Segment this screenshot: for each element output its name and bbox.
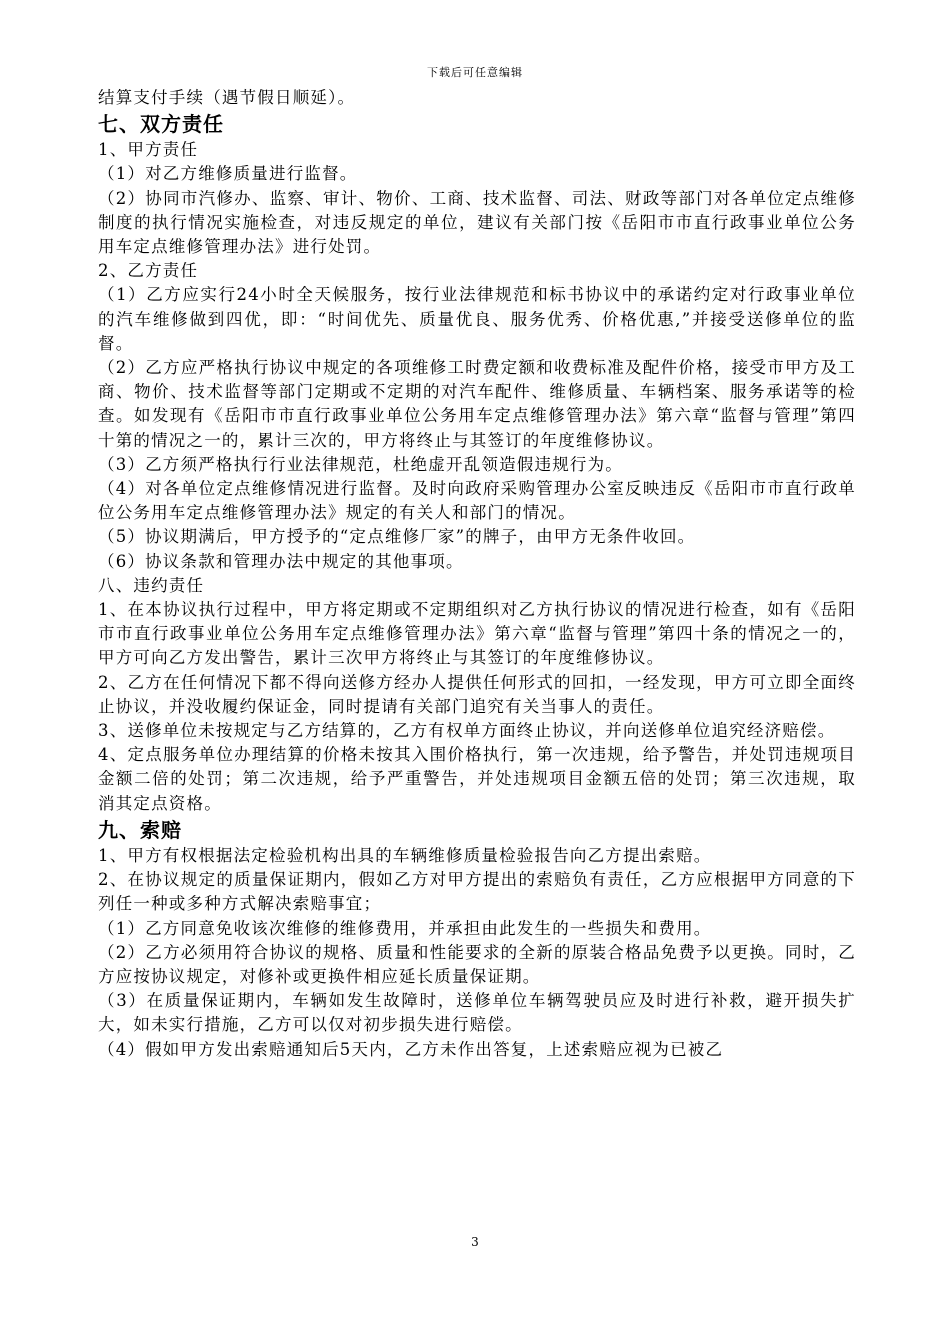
section-heading-8: 八、违约责任	[98, 575, 205, 595]
subheading-party-a: 1、甲方责任	[98, 140, 199, 160]
paragraph: （2）乙方应严格执行协议中规定的各项维修工时费定额和收费标准及配件价格，接受市甲方及工商、物价、技术监督等部门定期或不定期的对汽车配件、维修质量、车辆档案、服务承诺等的检查。如发现有《岳阳市市直行政事业单位公务用车定点维修管理办法》第六章“监督与管理”第四十第的情况之一的，累计三次的，甲方将终止与其签订的年度维修协议。	[98, 358, 856, 450]
paragraph: （6）协议条款和管理办法中规定的其他事项。	[98, 551, 464, 571]
paragraph: 2、乙方在任何情况下都不得向送修方经办人提供任何形式的回扣，一经发现，甲方可立即全面终止协议，并没收履约保证金，同时提请有关部门追究有关当事人的责任。	[98, 672, 856, 716]
paragraph: （3）在质量保证期内，车辆如发生故障时，送修单位车辆驾驶员应及时进行补救，避开损失扩大，如未实行措施，乙方可以仅对初步损失进行赔偿。	[98, 991, 856, 1035]
page-number: 3	[471, 1235, 479, 1249]
paragraph: 3、送修单位未按规定与乙方结算的，乙方有权单方面终止协议，并向送修单位追究经济赔偿。	[98, 721, 836, 741]
paragraph: （1）乙方应实行24小时全天候服务，按行业法律规范和标书协议中的承诺约定对行政事业单位的汽车维修做到四优，即：“时间优先、质量优良、服务优秀、价格优惠,”并接受送修单位的监督。	[98, 285, 856, 353]
paragraph: （2）乙方必须用符合协议的规格、质量和性能要求的全新的原装合格品免费予以更换。同时，乙方应按协议规定，对修补或更换件相应延长质量保证期。	[98, 942, 856, 986]
paragraph: （2）协同市汽修办、监察、审计、物价、工商、技术监督、司法、财政等部门对各单位定点维修制度的执行情况实施检查，对违反规定的单位，建议有关部门按《岳阳市市直行政事业单位公务用车定点维修管理办法》进行处罚。	[98, 188, 856, 257]
paragraph: 结算支付手续（遇节假日顺延）。	[98, 88, 356, 107]
paragraph: 4、定点服务单位办理结算的价格未按其入围价格执行，第一次违规，给予警告，并处罚违规项目金额二倍的处罚；第二次违规，给予严重警告，并处违规项目金额五倍的处罚；第三次违规，取消其定点资格。	[98, 745, 856, 813]
paragraph: 2、在协议规定的质量保证期内，假如乙方对甲方提出的索赔负有责任，乙方应根据甲方同意的下列任一种或多种方式解决索赔事宜；	[98, 870, 856, 914]
paragraph: （3）乙方须严格执行行业法律规范，杜绝虚开乱领造假违规行为。	[98, 454, 623, 474]
subheading-party-b: 2、乙方责任	[98, 261, 199, 281]
page-header: 下载后可任意编辑	[427, 66, 523, 79]
paragraph: （1）对乙方维修质量进行监督。	[98, 164, 358, 184]
section-heading-9: 九、索赔	[98, 817, 182, 842]
paragraph: （4）假如甲方发出索赔通知后5天内，乙方未作出答复，上述索赔应视为已被乙	[98, 1039, 724, 1059]
paragraph: （4）对各单位定点维修情况进行监督。及时向政府采购管理办公室反映违反《岳阳市市直行政单位公务用车定点维修管理办法》规定的有关人和部门的情况。	[98, 479, 856, 523]
paragraph: 1、甲方有权根据法定检验机构出具的车辆维修质量检验报告向乙方提出索赔。	[98, 845, 712, 865]
paragraph: （1）乙方同意免收该次维修的维修费用，并承担由此发生的一些损失和费用。	[98, 918, 712, 938]
paragraph: （5）协议期满后，甲方授予的“定点维修厂家”的牌子，由甲方无条件收回。	[98, 527, 696, 547]
section-heading-7: 七、双方责任	[98, 112, 224, 137]
paragraph: 1、在本协议执行过程中，甲方将定期或不定期组织对乙方执行协议的情况进行检查，如有《岳阳市市直行政事业单位公务用车定点维修管理办法》第六章“监督与管理”第四十条的情况之一的，甲方可向乙方发出警告，累计三次甲方将终止与其签订的年度维修协议。	[98, 600, 856, 668]
document-body	[98, 86, 856, 1062]
